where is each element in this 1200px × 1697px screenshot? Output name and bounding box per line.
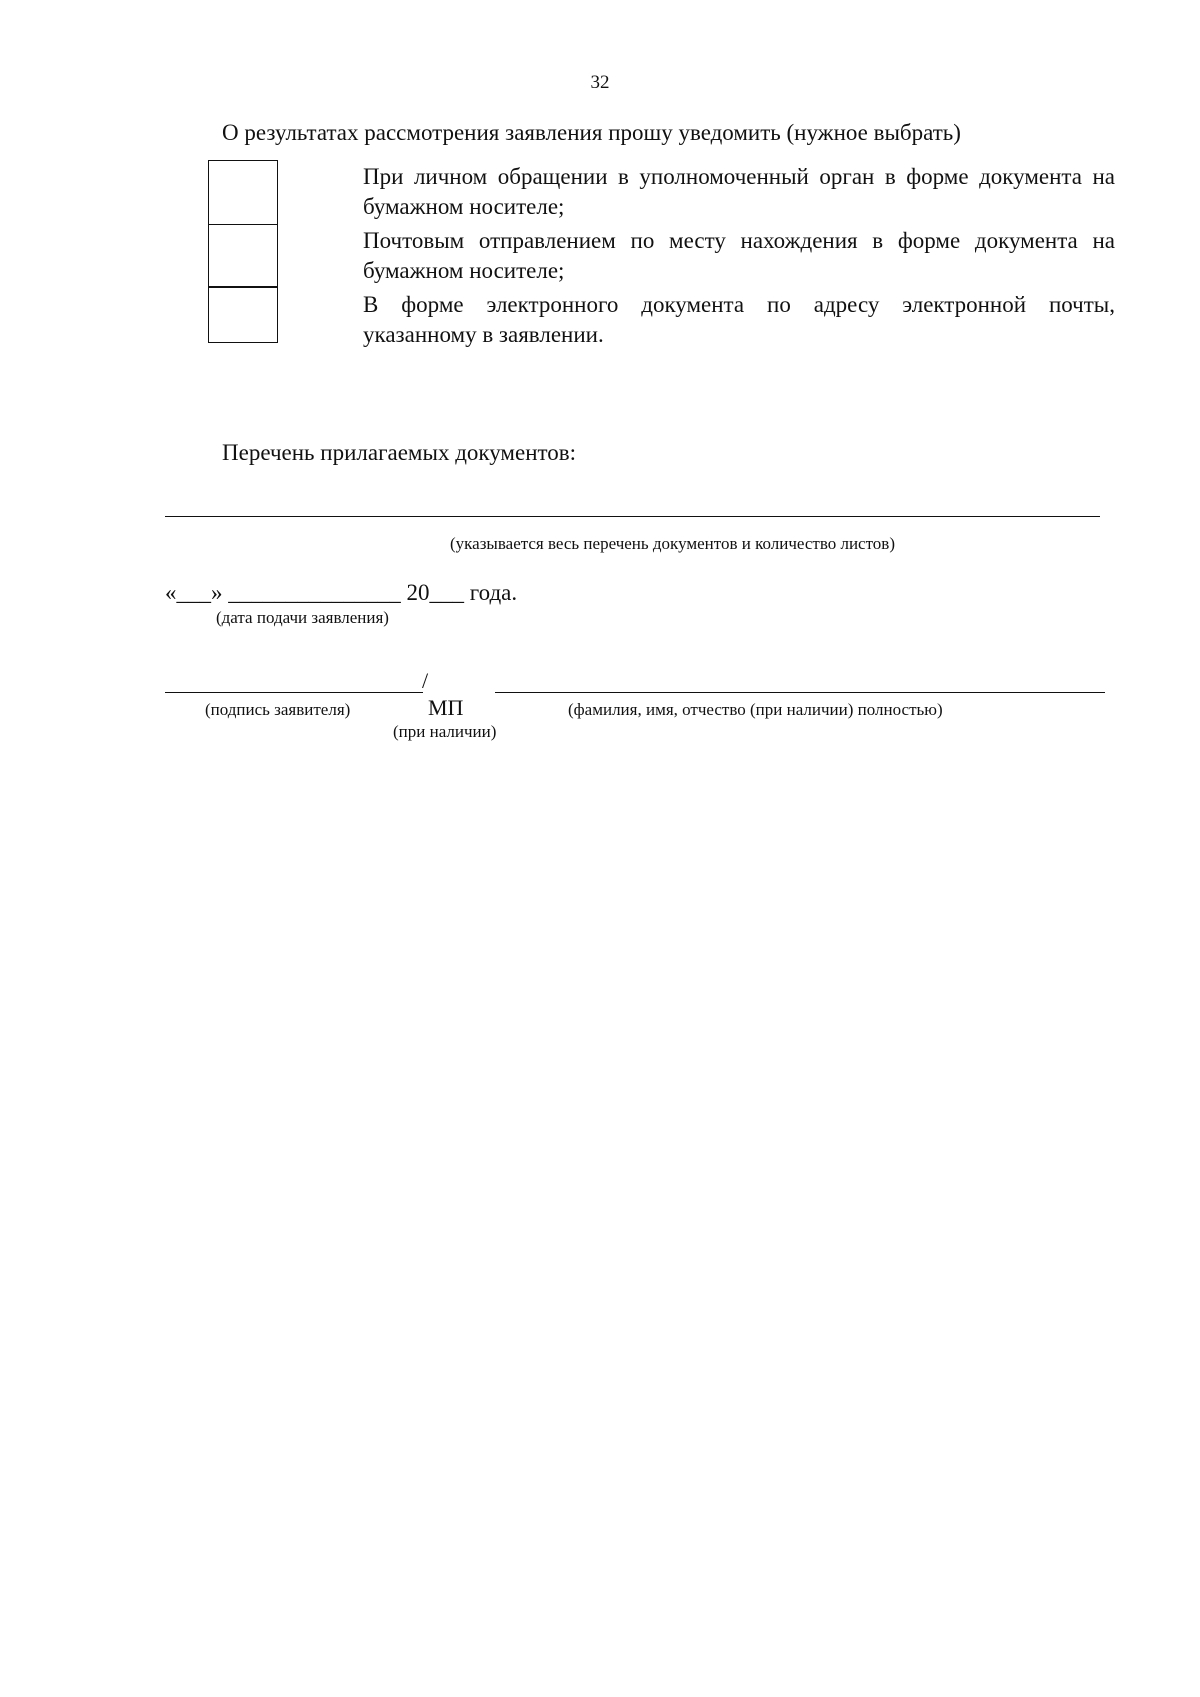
documents-label: Перечень прилагаемых документов: [222,440,577,465]
option-personal-line1: При личном обращении в уполномоченный орган в форме документа на [363,164,1115,189]
page-number: 32 [590,72,610,93]
notification-checkboxes [208,160,278,343]
checkbox-personal[interactable] [208,160,278,225]
signature-caption: (подпись заявителя) [205,700,351,719]
option-email-line2: указанному в заявлении. [363,322,604,347]
option-mail-line1: Почтовым отправлением по месту нахождения в форме документа на [363,228,1115,253]
stamp-label: МП [428,695,464,720]
option-personal-line2: бумажном носителе; [363,194,565,219]
option-mail [363,226,1115,286]
checkbox-mail[interactable] [208,224,278,288]
stamp-caption: (при наличии) [393,722,497,741]
option-email [363,290,1115,350]
option-mail-line2: бумажном носителе; [363,258,565,283]
date-caption: (дата подачи заявления) [216,608,389,627]
date-line[interactable]: «___» _______________ 20___ года. [165,580,518,605]
signature-line[interactable] [165,692,423,693]
notification-intro: О результатах рассмотрения заявления прошу уведомить (нужное выбрать) [222,120,961,145]
checkbox-email[interactable] [208,286,278,343]
documents-input-line[interactable] [165,516,1100,517]
option-personal [363,162,1115,222]
option-email-line1: В форме электронного документа по адресу электронной почты, [363,292,1115,317]
full-name-line[interactable] [495,692,1105,693]
full-name-caption: (фамилия, имя, отчество (при наличии) полностью) [568,700,943,719]
signature-slash: / [422,668,429,693]
documents-caption: (указывается весь перечень документов и количество листов) [450,534,895,553]
